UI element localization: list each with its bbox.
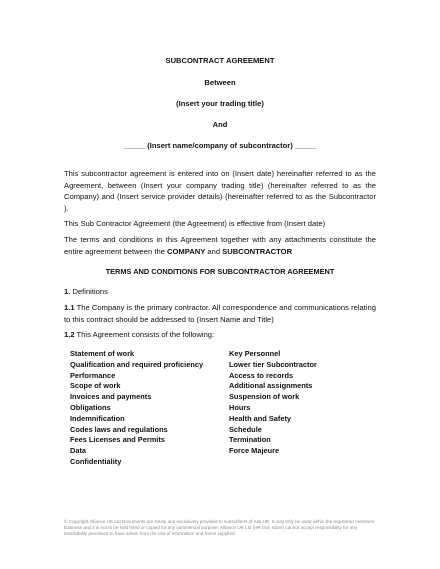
list-item: Obligations (70, 402, 111, 412)
list-item: Performance (70, 370, 116, 380)
clause-1-2-text: This Agreement consists of the following: (74, 330, 215, 339)
company-term: COMPANY (167, 246, 206, 256)
list-item: Fees Licenses and Permits (70, 435, 165, 445)
entire-agreement-text: The terms and conditions in this Agreement together with any attachments constitute the entire agreement between the (64, 235, 376, 256)
agreement-contents-left-list (70, 349, 203, 468)
list-item: Data (70, 446, 87, 456)
list-item: Statement of work (70, 349, 135, 358)
copyright-footer: © Copyright Alliance UK Ltd Documents are solely and exclusively provided to subscribers of Ask HR. It may only be used within the registered members business and it is not to be sold hired or copied for any commercial purpose. Alliance UK Ltd (HR Doc Store) cannot accept responsibility for any loss/liability perceived to have arisen from the use of information and forms supplied. (64, 519, 375, 537)
list-item: Invoices and payments (70, 392, 152, 402)
list-item: Force Majeure (229, 446, 280, 456)
intro-paragraph: This subcontractor agreement is entered into on (Insert date) hereinafter referred to as the Agreement, between (Insert your company trading title) (hereinafter referred to as the Company) and (Insert service provider details) (hereinafter referred to as the Subcontractor ). (64, 169, 376, 213)
list-item: Key Personnel (229, 349, 281, 358)
section-heading: TERMS AND CONDITIONS FOR SUBCONTRACTOR AGREEMENT (105, 267, 335, 276)
document-title: SUBCONTRACT AGREEMENT (165, 56, 275, 65)
agreement-contents-right-list (229, 349, 317, 457)
clause-1-1-text: The Company is the primary contractor. All correspondence and communications relating to this contract should be addressed to (Insert Name and Title) (64, 303, 376, 324)
and-label: And (212, 120, 228, 129)
list-item: Additional assignments (229, 381, 313, 391)
between-label: Between (204, 78, 236, 87)
list-item: Confidentiality (70, 456, 122, 466)
list-item: Scope of work (70, 381, 121, 391)
entire-agreement-paragraph (64, 234, 376, 257)
and-word: and (205, 246, 223, 256)
list-item: Suspension of work (229, 392, 300, 402)
definitions-label: Definitions (70, 287, 108, 296)
party2-placeholder: _____ (Insert name/company of subcontractor) _____ (123, 141, 317, 150)
list-item: Qualification and required proficiency (70, 359, 204, 369)
list-item: Health and Safety (229, 413, 292, 423)
party1-placeholder: (Insert your trading title) (176, 99, 264, 108)
effective-date-paragraph: This Sub Contractor Agreement (the Agreement) is effective from (Insert date) (64, 219, 326, 228)
list-item: Lower tier Subcontractor (229, 359, 317, 369)
list-item: Schedule (229, 424, 262, 434)
list-item: Termination (229, 435, 271, 445)
list-item: Access to records (229, 370, 294, 380)
list-item: Codes laws and regulations (70, 424, 168, 434)
list-item: Indemnification (70, 413, 125, 423)
clause-1-2 (64, 329, 376, 341)
definitions-number: 1. (64, 287, 71, 296)
list-item: Hours (229, 402, 251, 412)
clause-1-2-number: 1.2 (64, 330, 75, 339)
clause-1-1-number: 1.1 (64, 303, 75, 312)
clause-1-1 (64, 302, 376, 325)
definitions-heading (64, 286, 376, 298)
subcontractor-term: SUBCONTRACTOR (222, 246, 293, 256)
